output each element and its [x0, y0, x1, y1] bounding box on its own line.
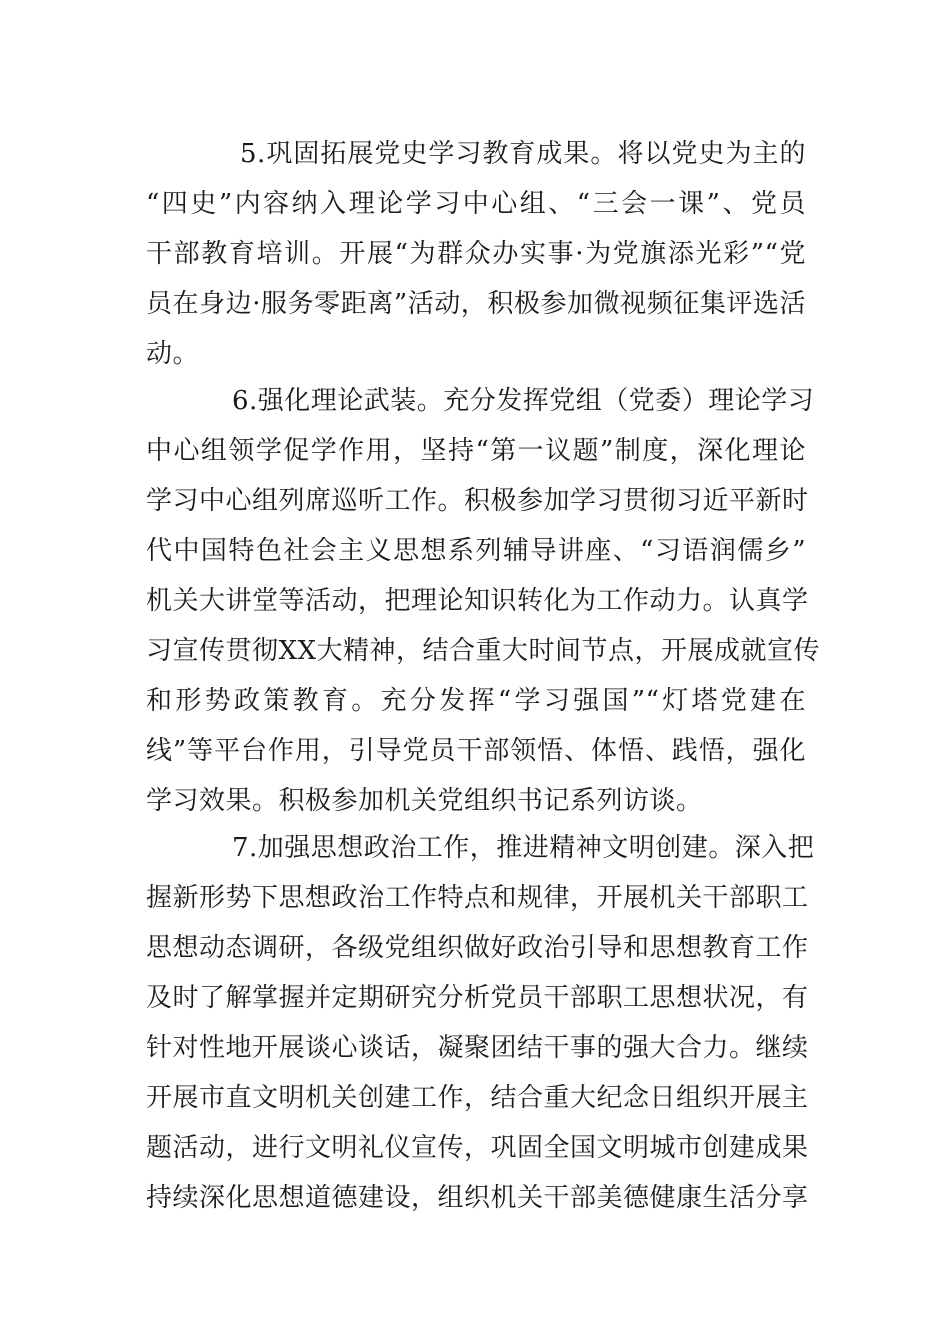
paragraph-line: 5.巩固拓展党史学习教育成果。将以党史为主的	[240, 139, 806, 169]
paragraph-line: 和形势政策教育。充分发挥“学习强国”“灯塔党建在	[146, 686, 806, 716]
paragraph-line: 员在身边·服务零距离”活动，积极参加微视频征集评选活	[146, 289, 806, 319]
paragraph-line: 动。	[146, 339, 200, 369]
paragraph-line: 6.强化理论武装。充分发挥党组（党委）理论学习	[232, 386, 815, 416]
paragraph-line: 7.加强思想政治工作，推进精神文明创建。深入把	[232, 833, 815, 863]
paragraph-line: 针对性地开展谈心谈话，凝聚团结干事的强大合力。继续	[146, 1033, 809, 1063]
paragraph-line: 机关大讲堂等活动，把理论知识转化为工作动力。认真学	[146, 586, 809, 616]
paragraph-line: 题活动，进行文明礼仪宣传，巩固全国文明城市创建成果	[146, 1133, 809, 1163]
paragraph-line: 中心组领学促学作用，坚持“第一议题”制度，深化理论	[146, 436, 806, 466]
paragraph-line: 学习效果。积极参加机关党组织书记系列访谈。	[146, 786, 703, 816]
paragraph-line: 学习中心组列席巡听工作。积极参加学习贯彻习近平新时	[146, 486, 809, 516]
paragraph-line: 线”等平台作用，引导党员干部领悟、体悟、践悟，强化	[146, 736, 806, 766]
paragraph-line: 握新形势下思想政治工作特点和规律，开展机关干部职工	[146, 883, 809, 913]
paragraph-line: “四史”内容纳入理论学习中心组、“三会一课”、党员	[146, 189, 806, 219]
paragraph-line: 思想动态调研，各级党组织做好政治引导和思想教育工作	[146, 933, 809, 963]
paragraph-line: 干部教育培训。开展“为群众办实事·为党旗添光彩”“党	[146, 239, 806, 269]
paragraph-line: 开展市直文明机关创建工作，结合重大纪念日组织开展主	[146, 1083, 809, 1113]
paragraph-line: 持续深化思想道德建设，组织机关干部美德健康生活分享	[146, 1183, 809, 1213]
paragraph-line: 习宣传贯彻XX大精神，结合重大时间节点，开展成就宣传	[146, 636, 821, 666]
paragraph-line: 代中国特色社会主义思想系列辅导讲座、“习语润儒乡”	[146, 536, 806, 566]
paragraph-line: 及时了解掌握并定期研究分析党员干部职工思想状况，有	[146, 983, 809, 1013]
